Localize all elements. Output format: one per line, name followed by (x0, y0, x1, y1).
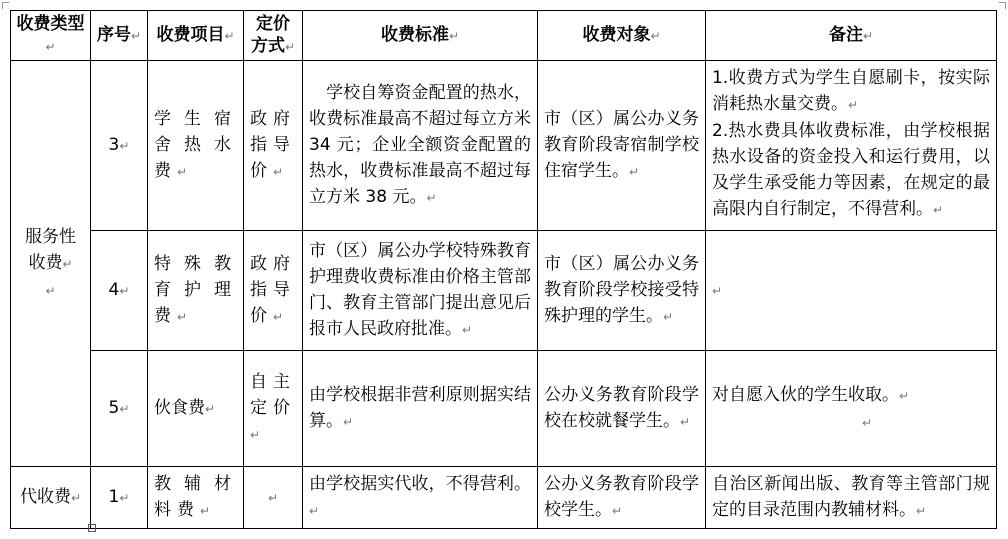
table-row (11, 231, 997, 351)
row-item: 学生宿舍热水费↵ (148, 61, 244, 231)
table-end-marker (88, 524, 96, 532)
row-target: 公办义务教育阶段学校在校就餐学生。↵ (538, 351, 706, 467)
header-type: 收费类型↵ (11, 11, 91, 61)
row-remark: ↵ (706, 231, 997, 351)
row-remark: 自治区新闻出版、教育等主管部门规定的目录范围内教辅材料。↵ (706, 467, 997, 529)
header-standard: 收费标准↵ (303, 11, 538, 61)
header-number: 序号↵ (91, 11, 148, 61)
group-agency: 代收费↵ (11, 467, 91, 529)
header-pricing: 定价方式↵ (244, 11, 303, 61)
fee-table (10, 10, 997, 529)
row-remark: 对自愿入伙的学生收取。↵ ↵ (706, 351, 997, 467)
header-target: 收费对象↵ (538, 11, 706, 61)
table-row (11, 351, 997, 467)
row-number: 5↵ (91, 351, 148, 467)
row-standard: 由学校根据非营利原则据实结算。↵ (303, 351, 538, 467)
row-number: 3↵ (91, 61, 148, 231)
row-item: 伙食费↵ (148, 351, 244, 467)
row-target: 市（区）属公办义务教育阶段寄宿制学校住宿学生。↵ (538, 61, 706, 231)
row-standard: 市（区）属公办学校特殊教育护理费收费标准由价格主管部门、教育主管部门提出意见后报市人民政府批准。↵ (303, 231, 538, 351)
row-pricing: 政府指导价↵ (244, 231, 303, 351)
row-pricing: 政府指导价↵ (244, 61, 303, 231)
header-item: 收费项目↵ (148, 11, 244, 61)
row-number: 1↵ (91, 467, 148, 529)
page-corner-mark (2, 2, 9, 9)
row-number: 4↵ (91, 231, 148, 351)
header-remark: 备注↵ (706, 11, 997, 61)
header-row (11, 11, 997, 61)
row-target: 市（区）属公办义务教育阶段学校接受特殊护理的学生。↵ (538, 231, 706, 351)
group-service: 服务性收费↵ ↵ (11, 61, 91, 467)
row-pricing: ↵ (244, 467, 303, 529)
page-corner-mark-right (999, 2, 1006, 9)
row-target: 公办义务教育阶段学校学生。↵ (538, 467, 706, 529)
table-row (11, 61, 997, 231)
row-standard: 由学校据实代收，不得营利。↵ (303, 467, 538, 529)
row-item: 教辅材料费↵ (148, 467, 244, 529)
row-remark: 1.收费方式为学生自愿刷卡，按实际消耗热水量交费。↵ 2.热水费具体收费标准，由学校根据热水设备的资金投入和运行费用，以及学生承受能力等因素，在规定的最高限内自行制定，不得营利。↵ (706, 61, 997, 231)
row-standard: 学校自筹资金配置的热水，收费标准最高不超过每立方米 34 元；企业全额资金配置的热水，收费标准最高不超过每立方米 38 元。↵ (303, 61, 538, 231)
row-item: 特殊教育护理费↵ (148, 231, 244, 351)
table-row (11, 467, 997, 529)
row-pricing: 自主定价↵ (244, 351, 303, 467)
